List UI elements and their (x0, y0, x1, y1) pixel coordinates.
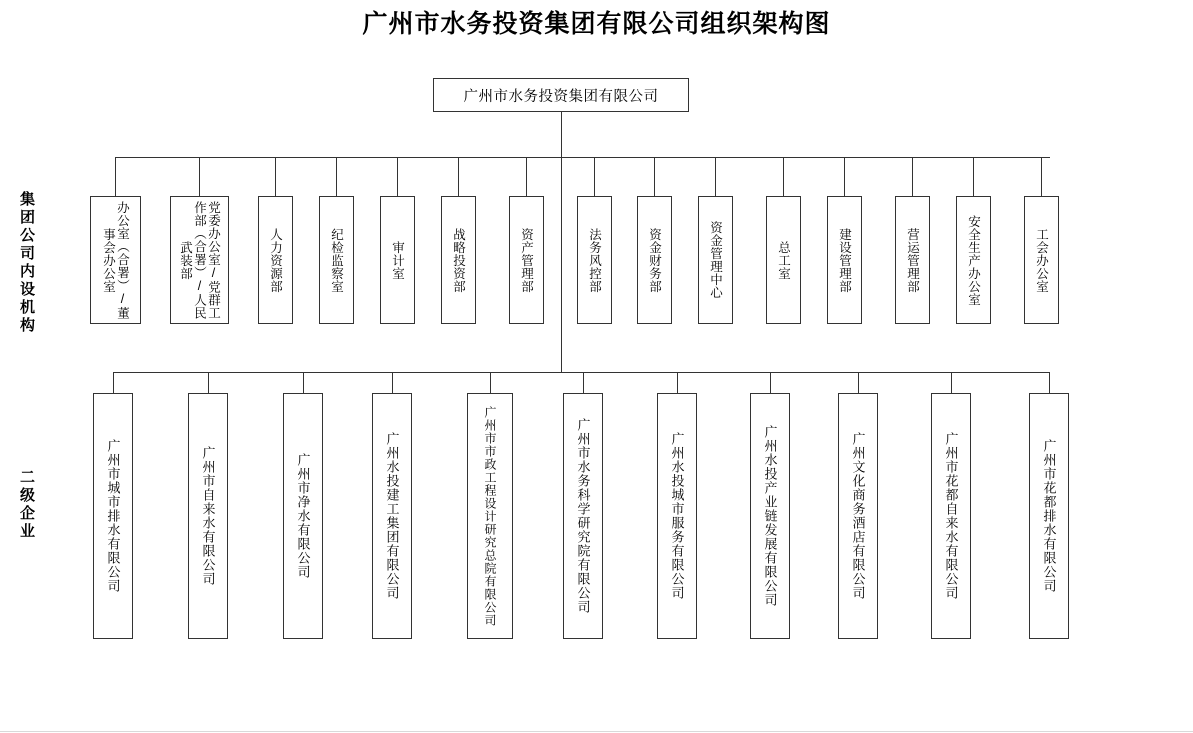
node-label: 广州市净水有限公司 (295, 453, 311, 579)
node-label: 党委办公室/党群工作部（合署）/人民武装部 (178, 200, 221, 320)
connector-dept-drop (336, 157, 337, 196)
node-label: 广州市花都自来水有限公司 (943, 432, 959, 600)
node-subsidiary[interactable] (93, 393, 133, 639)
node-label: 广州水投城市服务有限公司 (669, 432, 685, 600)
row-label-subsidiaries: 二级企业 (18, 469, 35, 541)
node-root[interactable]: 广州市水务投资集团有限公司 (433, 78, 689, 112)
connector-sub-drop (113, 372, 114, 393)
connector-sub-drop (1049, 372, 1050, 393)
node-department[interactable] (827, 196, 862, 324)
node-label: 广州市花都排水有限公司 (1041, 439, 1057, 593)
connector-dept-drop (783, 157, 784, 196)
node-subsidiary[interactable] (931, 393, 971, 639)
connector-dept-drop (912, 157, 913, 196)
connector-sub-drop (858, 372, 859, 393)
connector-sub-drop (951, 372, 952, 393)
node-label: 战略投资部 (451, 227, 466, 293)
connector-sub-drop (583, 372, 584, 393)
connector-sub-drop (490, 372, 491, 393)
node-label: 安全生产办公室 (966, 214, 981, 306)
node-label: 广州市城市排水有限公司 (105, 439, 121, 593)
node-label: 广州文化商务酒店有限公司 (850, 432, 866, 600)
page-title: 广州市水务投资集团有限公司组织架构图 (362, 10, 831, 38)
connector-dept-drop (115, 157, 116, 196)
node-subsidiary[interactable] (1029, 393, 1069, 639)
node-label: 广州水投产业链发展有限公司 (762, 425, 778, 607)
connector-dept-drop (715, 157, 716, 196)
node-subsidiary[interactable] (750, 393, 790, 639)
node-label: 广州市市政工程设计研究总院有限公司 (483, 405, 497, 627)
node-label: 办公室（合署）/董事会办公室 (101, 200, 130, 320)
connector-root-through (561, 157, 562, 372)
node-label: 法务风控部 (587, 227, 602, 293)
node-label: 资产管理部 (519, 227, 534, 293)
node-department[interactable] (258, 196, 293, 324)
node-department[interactable] (441, 196, 476, 324)
node-label: 资金管理中心 (708, 221, 723, 299)
connector-dept-drop (526, 157, 527, 196)
connector-dept-drop (973, 157, 974, 196)
connector-dept-drop (654, 157, 655, 196)
node-subsidiary[interactable] (563, 393, 603, 639)
node-department[interactable] (1024, 196, 1059, 324)
node-label: 总工室 (776, 240, 791, 280)
node-label: 建设管理部 (837, 227, 852, 293)
row-label-departments: 集团公司内设机构 (18, 190, 35, 335)
node-label: 人力资源部 (268, 227, 283, 293)
connector-sub-bus (113, 372, 1050, 373)
node-department[interactable] (380, 196, 415, 324)
node-label: 资金财务部 (647, 227, 662, 293)
node-department[interactable] (895, 196, 930, 324)
connector-dept-drop (275, 157, 276, 196)
connector-sub-drop (770, 372, 771, 393)
connector-dept-drop (844, 157, 845, 196)
connector-dept-drop (594, 157, 595, 196)
node-department[interactable] (698, 196, 733, 324)
page-bottom-divider (0, 731, 1193, 732)
connector-root-stem (561, 112, 562, 157)
node-subsidiary[interactable] (467, 393, 513, 639)
node-label: 广州市自来水有限公司 (200, 446, 216, 586)
connector-dept-drop (458, 157, 459, 196)
node-label: 广州水投建工集团有限公司 (384, 432, 400, 600)
connector-dept-drop (397, 157, 398, 196)
node-department[interactable] (766, 196, 801, 324)
node-department[interactable] (90, 196, 141, 324)
node-label: 广州市水务科学研究院有限公司 (575, 418, 591, 614)
connector-dept-bus (115, 157, 1050, 158)
node-label: 营运管理部 (905, 227, 920, 293)
node-label: 审计室 (390, 240, 405, 280)
connector-dept-drop (1041, 157, 1042, 196)
node-department[interactable] (637, 196, 672, 324)
connector-sub-drop (677, 372, 678, 393)
node-department[interactable] (170, 196, 229, 324)
node-subsidiary[interactable] (838, 393, 878, 639)
node-subsidiary[interactable] (188, 393, 228, 639)
node-department[interactable] (319, 196, 354, 324)
node-subsidiary[interactable] (372, 393, 412, 639)
connector-sub-drop (208, 372, 209, 393)
node-label: 工会办公室 (1034, 227, 1049, 293)
node-department[interactable] (509, 196, 544, 324)
node-label: 纪检监察室 (329, 227, 344, 293)
node-subsidiary[interactable] (657, 393, 697, 639)
connector-sub-drop (303, 372, 304, 393)
node-department[interactable] (956, 196, 991, 324)
connector-sub-drop (392, 372, 393, 393)
node-department[interactable] (577, 196, 612, 324)
node-subsidiary[interactable] (283, 393, 323, 639)
connector-dept-drop (199, 157, 200, 196)
